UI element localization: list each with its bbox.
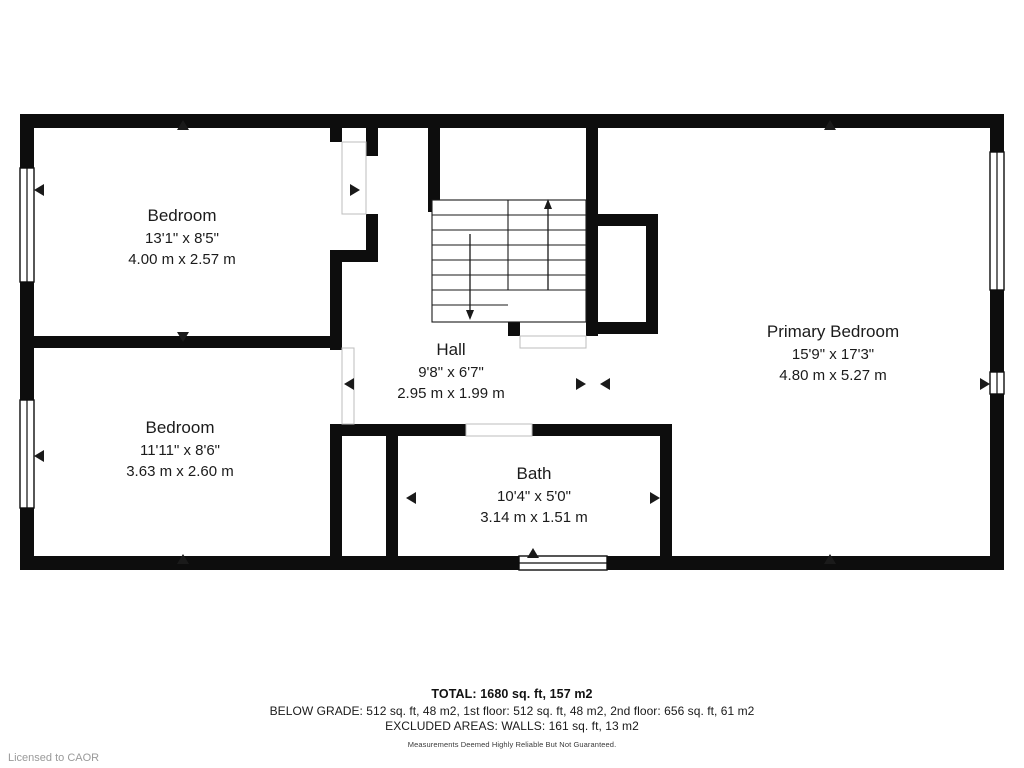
room-label-bedroom-bottom-left	[80, 416, 280, 483]
room-dimension-imperial: 10'4" x 5'0"	[497, 488, 571, 506]
room-dimension-imperial: 11'11" x 8'6"	[139, 442, 221, 460]
room-label-hall	[351, 338, 551, 405]
room-dimension-imperial: 9'8" x 6'7"	[418, 364, 484, 382]
room-dimension-imperial: 15'9" x 17'3"	[791, 346, 875, 364]
room-dimension-metric: 4.00 m x 2.57 m	[128, 251, 236, 269]
area-breakdown-line: BELOW GRADE: 512 sq. ft, 48 m2, 1st floor: 512 sq. ft, 48 m2, 2nd floor: 656 sq. ft, 61 m2	[269, 704, 755, 718]
room-dimension-metric: 4.80 m x 5.27 m	[779, 367, 887, 385]
license-watermark: Licensed to CAOR	[8, 752, 100, 764]
room-name: Primary Bedroom	[766, 322, 900, 341]
stairs	[432, 199, 586, 322]
room-dimension-metric: 3.63 m x 2.60 m	[126, 463, 234, 481]
room-dimension-metric: 3.14 m x 1.51 m	[480, 509, 588, 527]
room-name: Bedroom	[147, 206, 217, 225]
room-label-primary-bedroom	[713, 320, 953, 387]
area-total-line: TOTAL: 1680 sq. ft, 157 m2	[431, 687, 593, 701]
measurement-disclaimer: Measurements Deemed Highly Reliable But Not Guaranteed.	[407, 740, 617, 749]
room-dimension-imperial: 13'1" x 8'5"	[145, 230, 219, 248]
room-label-bedroom-top-left	[82, 204, 282, 271]
room-name: Bedroom	[145, 418, 215, 437]
room-name: Bath	[516, 464, 552, 483]
room-dimension-metric: 2.95 m x 1.99 m	[397, 385, 505, 403]
room-name: Hall	[436, 340, 466, 359]
area-excluded-line: EXCLUDED AREAS: WALLS: 161 sq. ft, 13 m2	[385, 719, 639, 733]
room-label-bath	[434, 462, 634, 529]
